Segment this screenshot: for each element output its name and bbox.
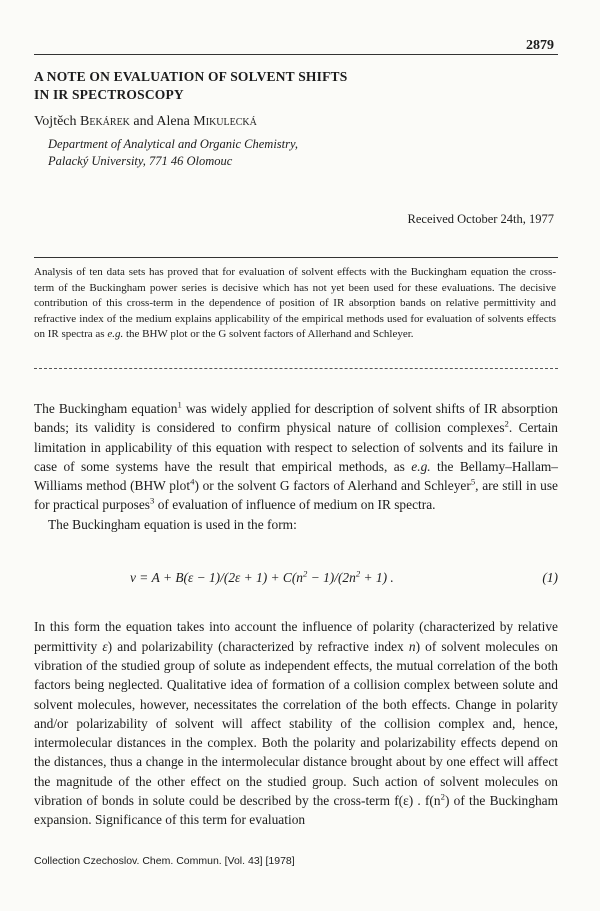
ref-1: 1 [177, 399, 182, 410]
affiliation-line-1: Department of Analytical and Organic Chemistry, [48, 137, 298, 151]
p3-text-b: ) and polarizability (characterized by refractive index [107, 638, 409, 654]
affiliation [48, 136, 298, 169]
ref-4: 4 [190, 476, 195, 487]
article-title [34, 68, 534, 104]
eq-part-rhs: + 1) . [360, 570, 394, 585]
ref-2: 2 [504, 418, 509, 429]
abstract-eg: e.g. [107, 328, 124, 340]
authors-and: and [133, 114, 154, 129]
p1-text-f: , are still in use for practical purposes [34, 478, 558, 513]
title-line-1: A NOTE ON EVALUATION OF SOLVENT SHIFTS [34, 69, 348, 84]
p3-n: n [408, 638, 416, 654]
body-text-top [34, 399, 558, 534]
affiliation-line-2: Palacký University, 771 46 Olomouc [48, 153, 233, 168]
abstract-top-rule [34, 257, 558, 258]
author-2-family: Mikulecká [193, 114, 257, 129]
p3-epsilon: ε [102, 638, 108, 654]
received-date: Received October 24th, 1977 [407, 212, 554, 226]
ref-5: 5 [470, 476, 476, 487]
eq-part-mid: − 1)/(2n [307, 570, 356, 585]
p1-text-e: ) or the solvent G factors of Alerhand and Schleyer [194, 478, 471, 494]
p1-text-c: . Certain limitation in applicability of this equation with respect to selection of solvents and its failure in case of some systems have the result that empirical methods, as [34, 420, 558, 474]
abstract-text-2: the BHW plot or the G solvent factors of Allerhand and Schleyer. [123, 328, 414, 340]
author-1-given: Vojtěch [34, 114, 77, 129]
title-line-2: IN IR SPECTROSCOPY [34, 87, 184, 102]
abstract-bottom-rule [34, 368, 558, 369]
author-1-family: Bekárek [80, 114, 130, 129]
paragraph-2: The Buckingham equation is used in the form: [48, 516, 297, 532]
authors [34, 114, 257, 130]
journal-footer: Collection Czechoslov. Chem. Commun. [Vol. 43] [1978] [34, 855, 295, 867]
p3-sq: 2 [440, 791, 445, 802]
p3-text-c: ) of solvent molecules on vibration of the studied group of solute as independent effects, the mutual correlation of the both factors being neglected. Qualitative idea of formation of a collision complex between solute and solvent molecules, however, necessitates the correlation of the both effects. Change in polarity and/or polarizability of solvent will affect stability of the collision complex and, hence, intermolecular distances in the complex. Both the polarity and polarizability effects depend on the distances, thus a change in the intermolecular distance brought about by one effect will affect the magnitude of the other effect on the studied group. Such action of solvent molecules on vibration of bonds in solute could be described by the cross-term f(ε) . f(n [34, 638, 558, 809]
p1-text-a: The Buckingham equation [34, 401, 178, 416]
p3-text-a: In this form the equation takes into account the influence of polarity (characterized by relative permittivity [34, 619, 558, 654]
p1-eg: e.g. [411, 458, 431, 474]
abstract-text-1: Analysis of ten data sets has proved that for evaluation of solvent effects with the Buckingham equation the cross-term of the Buckingham power series is decisive which has not yet been used for these evaluations. The decisive contribution of this cross-term in the dependence of position of IR absorption bands on relative permittivity and refractive index of the medium explains applicability of the empirical methods used for evaluation of solvents effects on IR spectra as [34, 266, 556, 340]
paragraph-3 [34, 617, 558, 829]
eq-sq-1: 2 [303, 568, 308, 579]
eq-sq-2: 2 [355, 568, 361, 579]
abstract [34, 265, 556, 343]
p1-text-g: of evaluation of influence of medium on IR spectra. [154, 497, 436, 513]
ref-3: 3 [150, 496, 155, 507]
p1-text-d: the Bellamy–Hallam–Williams method (BHW plot [34, 458, 558, 494]
body-text-bottom [34, 604, 558, 843]
eq-part-lhs: ν = A + B(ε − 1)/(2ε + 1) + C(n [130, 570, 303, 585]
author-2-given: Alena [156, 114, 190, 129]
p3-text-d: ) of the Buckingham expansion. Significance of this term for evaluation [34, 793, 558, 828]
header-rule [34, 54, 558, 55]
p1-text-b: was widely applied for description of solvent shifts of IR absorption bands; its validity is considered to confirm physical nature of collision complexes [34, 401, 558, 436]
equation-number: (1) [542, 570, 558, 585]
page-number: 2879 [526, 38, 554, 53]
equation-formula [130, 570, 394, 586]
paragraph-1 [34, 399, 558, 515]
